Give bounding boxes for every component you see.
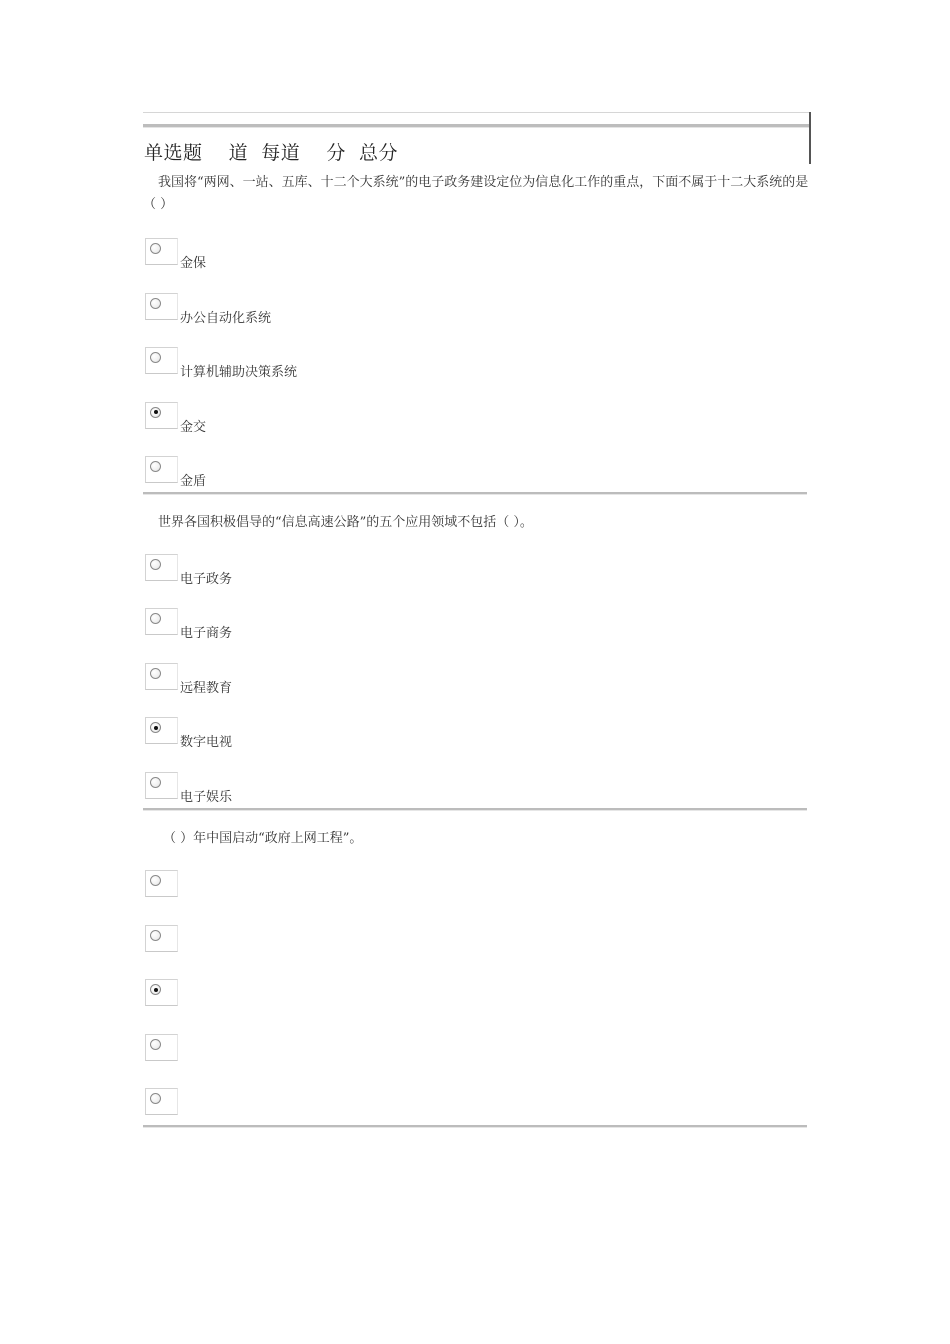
radio-frame (145, 293, 178, 320)
top-border (143, 112, 809, 113)
option-item[interactable] (143, 717, 809, 772)
radio-button[interactable] (150, 777, 161, 788)
question-3 (143, 828, 809, 1128)
option-item[interactable] (143, 608, 809, 663)
option-item[interactable] (143, 402, 809, 457)
option-list (143, 554, 809, 827)
radio-button[interactable] (150, 930, 161, 941)
option-label: 电子商务 (180, 626, 233, 641)
radio-frame (145, 663, 178, 690)
radio-frame (145, 772, 178, 799)
radio-frame (145, 456, 178, 483)
option-label: 金保 (180, 256, 207, 271)
option-label: 计算机辅助决策系统 (180, 365, 298, 380)
radio-button[interactable] (150, 984, 161, 995)
question-text: 世界各国积极倡导的“信息高速公路”的五个应用领域不包括（ ）。 (158, 514, 533, 530)
option-item[interactable] (143, 1088, 809, 1143)
option-label: 数字电视 (180, 735, 233, 750)
option-item[interactable] (143, 772, 809, 827)
option-label: 金交 (180, 419, 207, 435)
header-rule (143, 124, 809, 128)
option-item[interactable] (143, 870, 809, 925)
option-label: 远程教育 (180, 680, 233, 696)
option-item[interactable] (143, 293, 809, 348)
option-label: 金盾 (180, 474, 207, 489)
radio-button[interactable] (150, 352, 161, 363)
option-item[interactable] (143, 1034, 809, 1089)
question-2 (143, 512, 809, 812)
radio-button[interactable] (150, 243, 161, 254)
frame-right-edge (809, 112, 811, 164)
option-label: 电子娱乐 (180, 789, 233, 805)
option-item[interactable] (143, 554, 809, 609)
radio-frame (145, 1088, 178, 1115)
option-item[interactable] (143, 925, 809, 980)
option-item[interactable] (143, 456, 809, 511)
radio-button[interactable] (150, 1093, 161, 1104)
question-1 (143, 172, 809, 495)
radio-frame (145, 554, 178, 581)
radio-button[interactable] (150, 1039, 161, 1050)
section-title: 单选题 道 每道 分 总分 (144, 142, 398, 164)
radio-frame (145, 925, 178, 952)
question-text: （ ）年中国启动“政府上网工程”。 (163, 831, 363, 846)
radio-button[interactable] (150, 875, 161, 886)
option-list (143, 870, 809, 1143)
radio-frame (145, 347, 178, 374)
option-item[interactable] (143, 347, 809, 402)
radio-button[interactable] (150, 613, 161, 624)
radio-frame (145, 238, 178, 265)
option-label: 电子政务 (180, 571, 233, 587)
radio-button[interactable] (150, 559, 161, 570)
radio-button[interactable] (150, 668, 161, 679)
radio-frame (145, 1034, 178, 1061)
option-item[interactable] (143, 238, 809, 293)
radio-frame (145, 402, 178, 429)
option-item[interactable] (143, 663, 809, 718)
option-item[interactable] (143, 979, 809, 1034)
radio-frame (145, 979, 178, 1006)
radio-button[interactable] (150, 298, 161, 309)
exam-page (143, 112, 809, 1128)
radio-button[interactable] (150, 722, 161, 733)
radio-button[interactable] (150, 461, 161, 472)
option-list (143, 238, 809, 511)
radio-frame (145, 608, 178, 635)
option-label: 办公自动化系统 (180, 310, 272, 326)
radio-button[interactable] (150, 407, 161, 418)
radio-frame (145, 717, 178, 744)
question-text: 我国将“两网、一站、五库、十二个大系统”的电子政务建设定位为信息化工作的重点，下面不属于十二大系统的是（ ） (143, 175, 809, 212)
radio-frame (145, 870, 178, 897)
section-header (143, 112, 809, 164)
